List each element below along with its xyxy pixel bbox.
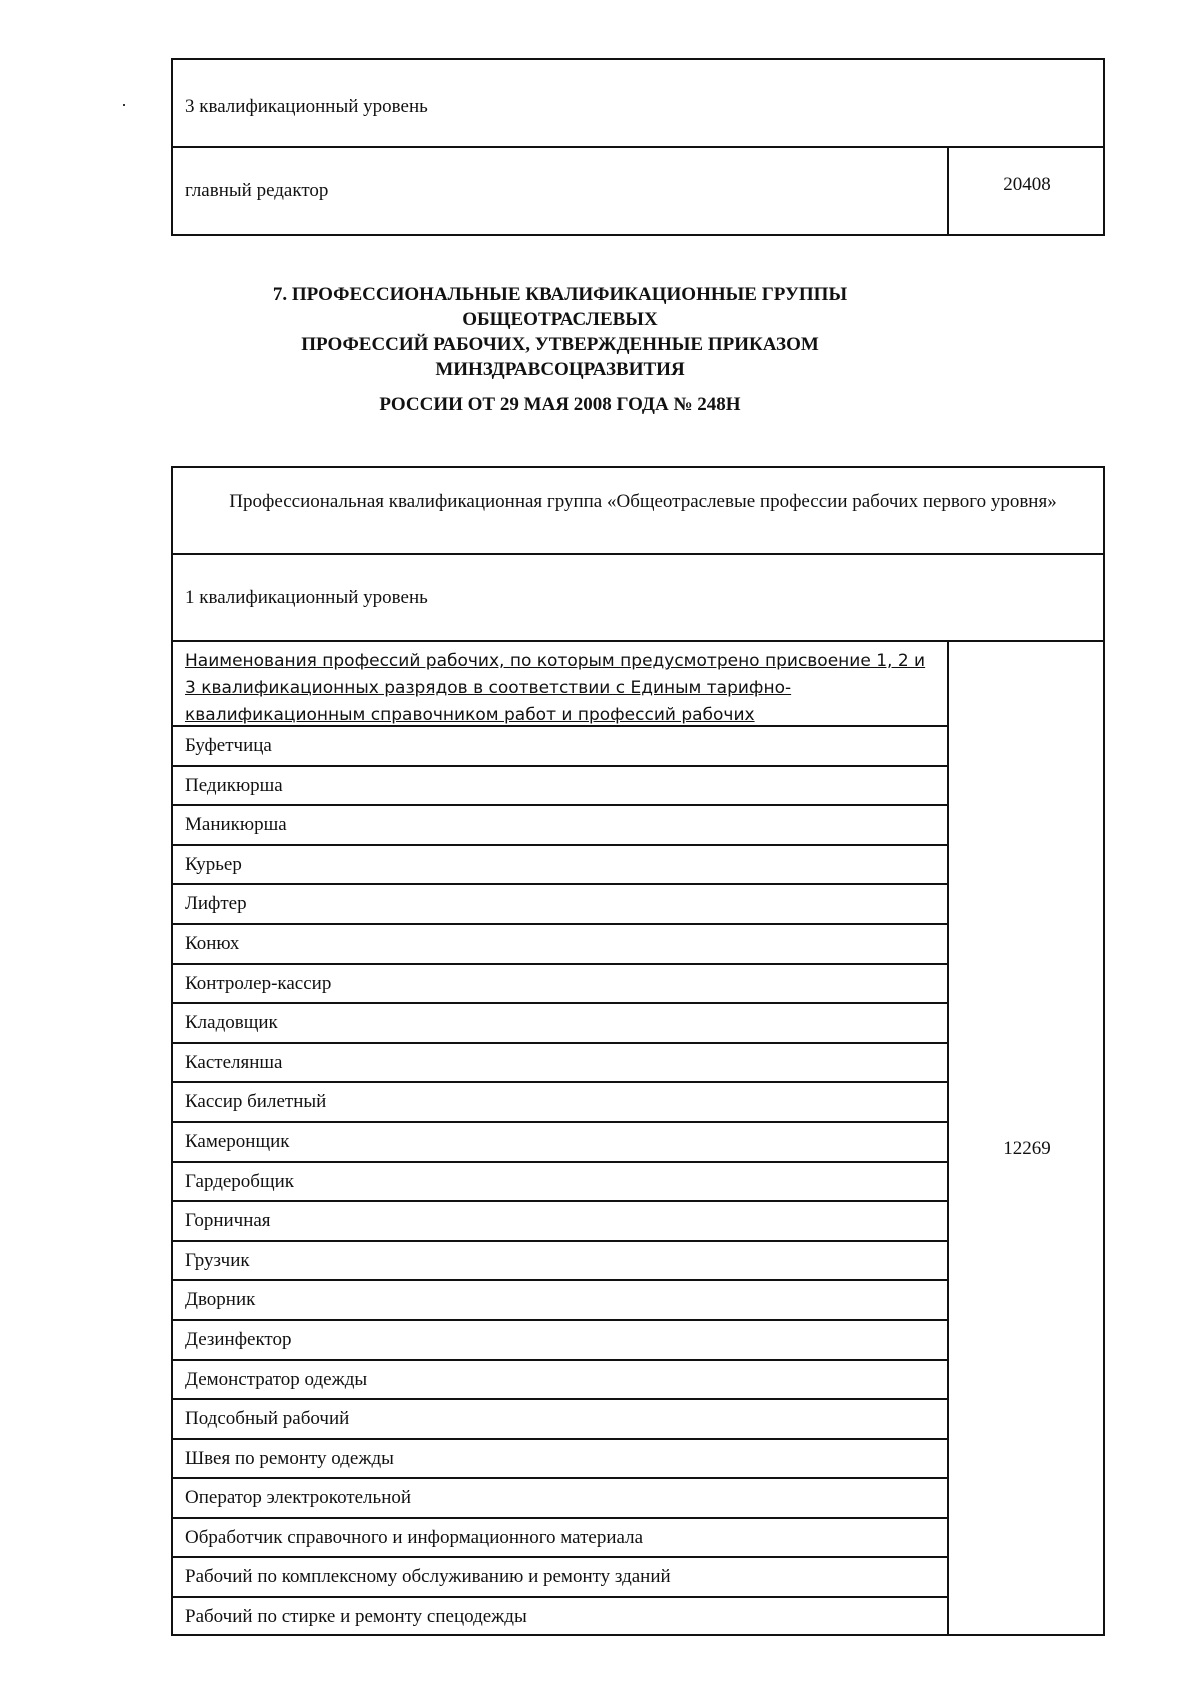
top-code: 20408 [1003, 174, 1051, 195]
profession-row: Камеронщик [173, 1123, 947, 1163]
top-table [171, 58, 1105, 236]
heading-line-4: МИНЗДРАВСОЦРАЗВИТИЯ [435, 359, 685, 380]
profession-row: Рабочий по комплексному обслуживанию и ремонту зданий [173, 1558, 947, 1598]
top-level-row [173, 60, 1103, 148]
profession-row: Швея по ремонту одежды [173, 1440, 947, 1480]
professions-header: Наименования профессий рабочих, по которым предусмотрено присвоение 1, 2 и 3 квалификационных разрядов в соответствии с Единым тарифно-квалификационным справочником работ и профессий рабочих [173, 642, 947, 727]
profession-row: Оператор электрокотельной [173, 1479, 947, 1519]
profession-row: Дезинфектор [173, 1321, 947, 1361]
profession-row: Горничная [173, 1202, 947, 1242]
profession-row: Маникюрша [173, 806, 947, 846]
top-position-name: главный редактор [185, 180, 329, 201]
section-heading [170, 282, 950, 417]
profession-row: Подсобный рабочий [173, 1400, 947, 1440]
profession-row: Грузчик [173, 1242, 947, 1282]
top-level-label: 3 квалификационный уровень [185, 96, 428, 117]
heading-line-1: 7. ПРОФЕССИОНАЛЬНЫЕ КВАЛИФИКАЦИОННЫЕ ГРУППЫ [272, 284, 848, 305]
heading-line-5: РОССИИ ОТ 29 МАЯ 2008 ГОДА № 248Н [379, 394, 741, 415]
profession-row: Конюх [173, 925, 947, 965]
profession-row: Буфетчица [173, 727, 947, 767]
profession-row: Педикюрша [173, 767, 947, 807]
profession-row: Рабочий по стирке и ремонту спецодежды [185, 1606, 527, 1628]
code-column [947, 642, 1105, 1634]
level-label: 1 квалификационный уровень [185, 587, 428, 608]
group-title-row [173, 468, 1103, 555]
profession-row: Лифтер [173, 885, 947, 925]
profession-row: Курьер [173, 846, 947, 886]
profession-row: Кладовщик [173, 1004, 947, 1044]
profession-row: Кастелянша [173, 1044, 947, 1084]
profession-row: Гардеробщик [173, 1163, 947, 1203]
heading-line-2: ОБЩЕОТРАСЛЕВЫХ [462, 309, 658, 330]
group-title: Профессиональная квалификационная группа «Общеотраслевые профессии рабочих первого уровня» [229, 491, 1057, 512]
profession-row: Демонстратор одежды [173, 1361, 947, 1401]
profession-row: Обработчик справочного и информационного материала [173, 1519, 947, 1559]
profession-group-code: 12269 [1003, 1138, 1051, 1159]
scan-speck [123, 104, 125, 106]
profession-row: Контролер-кассир [173, 965, 947, 1005]
professions-list [173, 642, 947, 1638]
level-row [173, 555, 1103, 642]
main-table [171, 466, 1105, 1636]
heading-line-3: ПРОФЕССИЙ РАБОЧИХ, УТВЕРЖДЕННЫЕ ПРИКАЗОМ [301, 334, 819, 355]
profession-row: Кассир билетный [173, 1083, 947, 1123]
profession-row: Дворник [173, 1281, 947, 1321]
top-code-cell [947, 148, 1105, 234]
